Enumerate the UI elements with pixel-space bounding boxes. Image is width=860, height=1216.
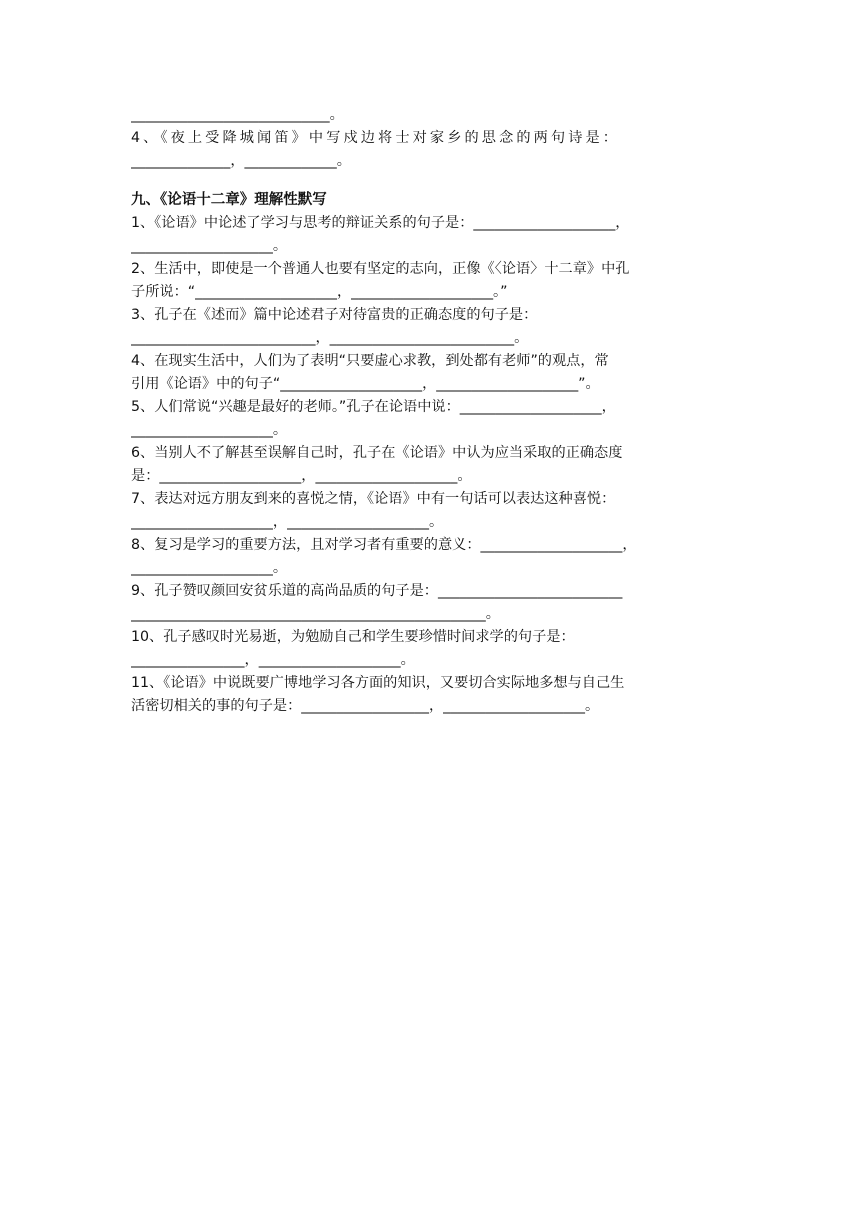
answer-blank-line: ________________，____________________。 (131, 652, 415, 668)
question-11-line: 11、《论语》中说既要广博地学习各方面的知识，又要切合实际地多想与自己生 (131, 675, 625, 691)
document-body (131, 104, 731, 718)
question-1-line: 1、《论语》中论述了学习与思考的辩证关系的句子是：____________________， (131, 215, 630, 231)
question-2-line: 2、生活中，即使是一个普通人也要有坚定的志向，正像《〈论语〉十二章》中孔 (131, 261, 630, 277)
answer-blank-line: ____________________。 (131, 422, 288, 438)
question-4-line: 4、在现实生活中，人们为了表明“只要虚心求教，到处都有老师”的观点，常 (131, 353, 609, 369)
answer-blank-line: ____________________。 (131, 238, 288, 254)
question-9-line: 9、孔子赞叹颜回安贫乐道的高尚品质的句子是：__________________________ (131, 583, 623, 599)
question-3-line: 3、孔子在《述而》篇中论述君子对待富贵的正确态度的句子是： (131, 307, 538, 323)
answer-blank-line: __________________________，__________________________。 (131, 330, 529, 346)
question-10-line: 10、孔子感叹时光易逝，为勉励自己和学生要珍惜时间求学的句子是： (131, 629, 575, 645)
question-2-line: 子所说：“____________________，____________________。” (131, 284, 508, 300)
answer-blank-line: ____________________，____________________。 (131, 514, 444, 530)
question-5-line: 5、人们常说“兴趣是最好的老师。”孔子在论语中说：____________________， (131, 399, 616, 415)
question-7-line: 7、表达对远方朋友到来的喜悦之情，《论语》中有一句话可以表达这种喜悦： (131, 491, 616, 507)
text-line: ____________________________。 (131, 107, 344, 123)
answer-blank-line: ______________，_____________。 (131, 153, 351, 169)
question-4-prompt: 4、《夜上受降城闻笛》中写戍边将士对家乡的思念的两句诗是： (131, 130, 621, 146)
question-8-line: 8、复习是学习的重要方法，且对学习者有重要的意义：____________________， (131, 537, 637, 553)
answer-blank-line: ____________________。 (131, 560, 288, 576)
question-6-line: 是：____________________，____________________。 (131, 468, 472, 484)
answer-blank-line: __________________________________________________。 (131, 606, 500, 622)
question-4-line: 引用《论语》中的句子“____________________，____________________”。 (131, 376, 600, 392)
question-6-line: 6、当别人不了解甚至误解自己时，孔子在《论语》中认为应当采取的正确态度 (131, 445, 623, 461)
question-11-line: 活密切相关的事的句子是：__________________，____________________。 (131, 698, 600, 714)
section-heading: 九、《论语十二章》理解性默写 (131, 192, 327, 208)
section-gap (131, 173, 731, 189)
